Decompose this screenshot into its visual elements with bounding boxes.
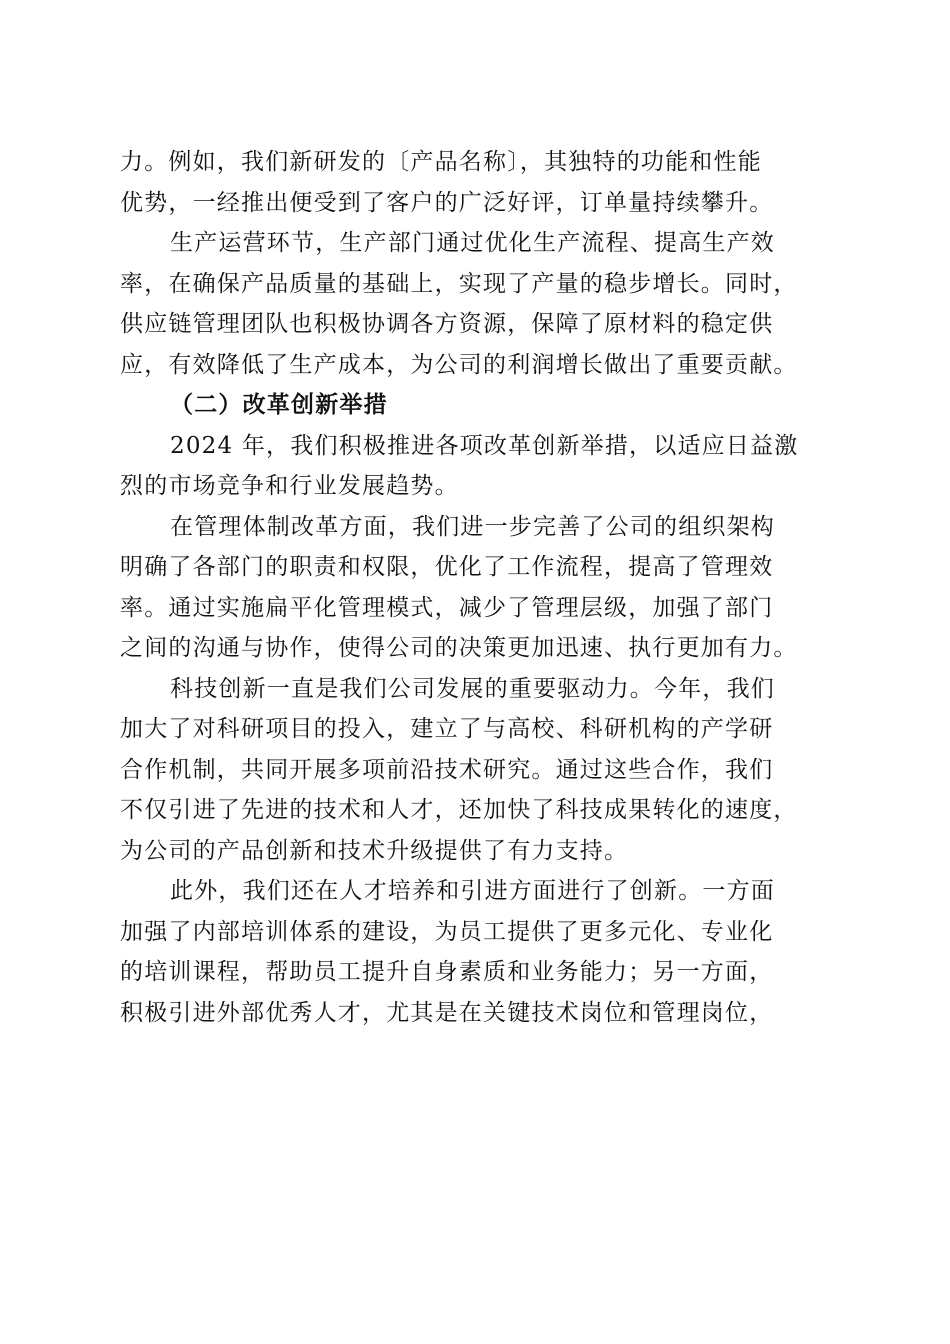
paragraph-first-line: 科技创新一直是我们公司发展的重要驱动力。今年，我们 — [170, 675, 775, 702]
text-line: 率。通过实施扁平化管理模式，减少了管理层级，加强了部门 — [120, 594, 774, 621]
text-line: 明确了各部门的职责和权限，优化了工作流程，提高了管理效 — [120, 554, 774, 580]
text-line: 积极引进外部优秀人才，尤其是在关键技术岗位和管理岗位， — [120, 999, 774, 1026]
text-line: 为公司的产品创新和技术升级提供了有力支持。 — [120, 837, 629, 864]
paragraph-first-line: 生产运营环节，生产部门通过优化生产流程、提高生产效 — [170, 230, 775, 256]
text-line: 加大了对科研项目的投入，建立了与高校、科研机构的产学研 — [120, 716, 774, 742]
text-line: 优势，一经推出便受到了客户的广泛好评，订单量持续攀升。 — [120, 189, 774, 216]
text-line: 力。例如，我们新研发的〔产品名称〕，其独特的功能和性能 — [120, 149, 762, 175]
paragraph-first-line: 在管理体制改革方面，我们进一步完善了公司的组织架构 — [170, 513, 775, 540]
text-line: 合作机制，共同开展多项前沿技术研究。通过这些合作，我们 — [120, 756, 774, 783]
text-line: 应，有效降低了生产成本，为公司的利润增长做出了重要贡献。 — [120, 351, 798, 378]
text-line: 加强了内部培训体系的建设，为员工提供了更多元化、专业化 — [120, 918, 774, 945]
text-line: 供应链管理团队也积极协调各方资源，保障了原材料的稳定供 — [120, 311, 774, 337]
section-heading: （二）改革创新举措 — [170, 391, 388, 418]
text-line: 不仅引进了先进的技术和人才，还加快了科技成果转化的速度， — [120, 797, 798, 823]
text-line: 之间的沟通与协作，使得公司的决策更加迅速、执行更加有力。 — [120, 635, 798, 661]
text-line: 烈的市场竞争和行业发展趋势。 — [120, 473, 459, 499]
document-body — [120, 142, 832, 1033]
text-line: 的培训课程，帮助员工提升自身素质和业务能力；另一方面， — [120, 959, 774, 985]
paragraph-first-line: 2024 年，我们积极推进各项改革创新举措，以适应日益激 — [170, 432, 799, 459]
text-line: 率，在确保产品质量的基础上，实现了产量的稳步增长。同时， — [120, 270, 798, 297]
paragraph-first-line: 此外，我们还在人才培养和引进方面进行了创新。一方面 — [170, 878, 775, 904]
